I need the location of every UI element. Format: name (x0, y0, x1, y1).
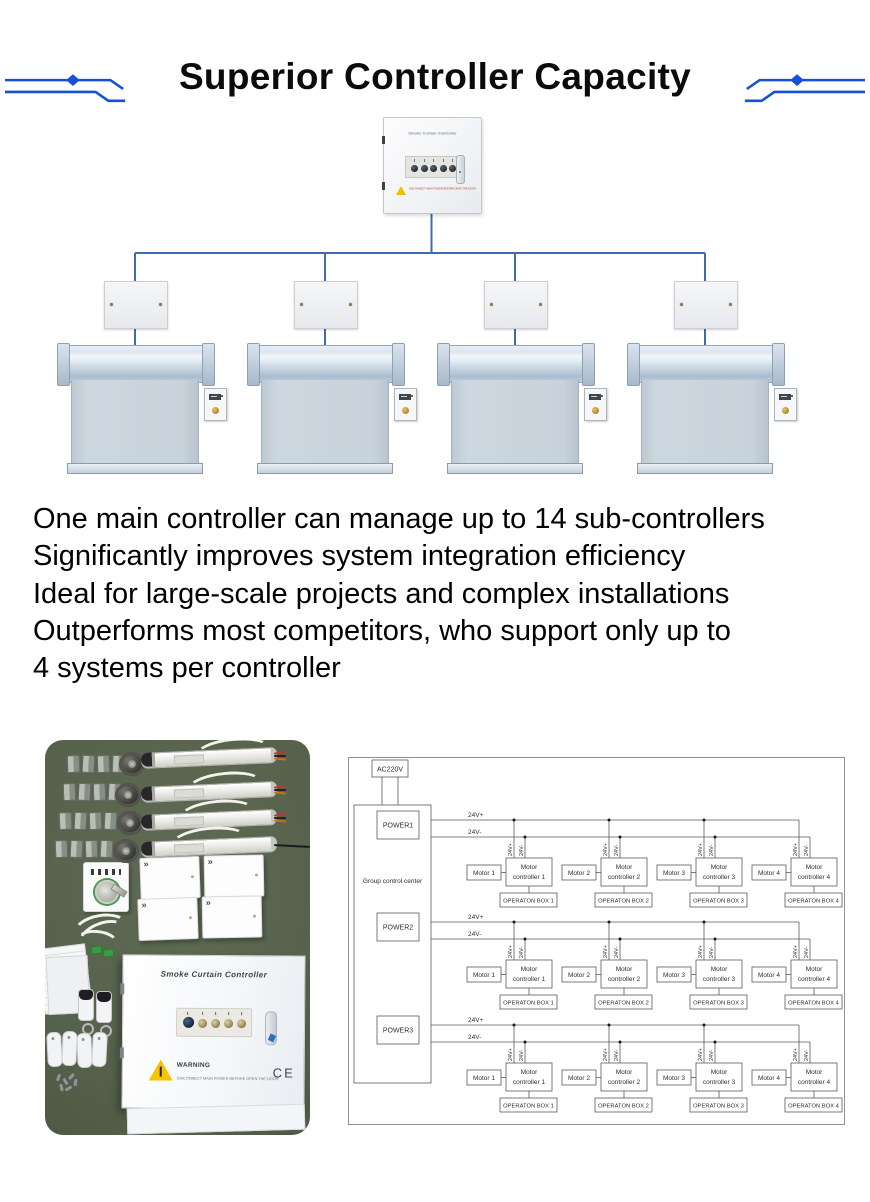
terminal-slots (91, 869, 121, 875)
motor-controller-label-1: Motor (520, 864, 538, 871)
drop-label-24v-minus: 24V- (804, 1049, 810, 1061)
motor-controller-label-2: controller 2 (607, 1079, 641, 1086)
feature-line: Outperforms most competitors, who support only up to (33, 614, 731, 647)
hinge-icon (382, 182, 385, 190)
feature-line: Ideal for large-scale projects and complex installations (33, 577, 730, 610)
motor-controller-label-1: Motor (805, 1069, 823, 1076)
motor-ring (152, 787, 156, 801)
motor-controller-label-2: controller 4 (797, 1079, 831, 1086)
control-knob-icon (430, 165, 437, 172)
sub-controller-box (204, 854, 265, 897)
drop-label-24v-minus: 24V- (519, 1049, 525, 1061)
motor-controller-label-2: controller 4 (797, 874, 831, 881)
green-connector (90, 945, 102, 954)
curtain-fabric (641, 380, 769, 466)
motor-label-sticker (174, 816, 204, 826)
motor-controller-label-1: Motor (710, 864, 728, 871)
drop-label-24v-plus: 24V+ (698, 1048, 704, 1061)
knob-tick (424, 159, 425, 162)
circuit-decor-right-icon (737, 68, 865, 108)
mounting-bracket (85, 840, 99, 858)
warning-triangle-icon (149, 1060, 173, 1081)
drop-label-24v-plus: 24V+ (793, 843, 799, 856)
bus-label-24v-plus: 24V+ (468, 812, 484, 819)
sub-controller-box (104, 281, 168, 329)
controller-knob-panel (405, 156, 459, 178)
knob-tick (443, 159, 444, 162)
junction-dot (513, 819, 516, 822)
indicator-dot (411, 395, 413, 397)
junction-dot (524, 1041, 527, 1044)
smoke-curtain-unit (630, 345, 780, 495)
motor-controller-box (601, 960, 647, 988)
drop-label-24v-plus: 24V+ (793, 1048, 799, 1061)
control-knob-icon (198, 1019, 207, 1028)
motor-label: Motor 1 (472, 1075, 496, 1082)
green-connector (102, 948, 114, 957)
sub-controller-box (674, 281, 738, 329)
hinge-icon (120, 983, 124, 994)
warning-text-micro: DISCONNECT MAIN POWER BEFORE OPEN THE DOOR (409, 187, 476, 191)
header (0, 56, 870, 110)
mounting-plate (46, 1032, 63, 1068)
motor-label: Motor 2 (567, 870, 591, 877)
wiring-diagram (348, 757, 845, 1125)
wiring-border (349, 758, 845, 1125)
screw-icon (300, 303, 303, 306)
mounting-plate (91, 1032, 108, 1068)
drop-label-24v-plus: 24V+ (508, 945, 514, 958)
chevrons-mark: » (205, 897, 211, 908)
sub-controller-box (139, 856, 200, 900)
motor-long-cable (274, 844, 310, 848)
screw-icon (255, 874, 258, 877)
operation-box-label: OPERATON BOX 1 (503, 898, 554, 905)
operation-box-label: OPERATON BOX 4 (788, 1103, 839, 1110)
operation-box-label: OPERATON BOX 3 (693, 1000, 744, 1007)
knob-tick (228, 1012, 229, 1015)
operation-box-label: OPERATON BOX 3 (693, 898, 744, 905)
mounting-bracket (70, 840, 84, 859)
knob-tick (215, 1012, 216, 1015)
screw-icon (349, 303, 352, 306)
operation-box-label: OPERATON BOX 4 (788, 898, 839, 905)
motor-label: Motor 3 (662, 1075, 686, 1082)
tubular-motor (141, 747, 278, 769)
curtain-roller (440, 345, 592, 383)
chevrons-mark: » (143, 858, 149, 869)
motor-controller-label-2: controller 1 (512, 1079, 546, 1086)
screw-icon (490, 303, 493, 306)
curtain-roller (60, 345, 212, 383)
motor-ring (152, 815, 156, 829)
group-control-center-label: Group control center (362, 878, 423, 885)
mounting-plate (76, 1033, 92, 1069)
smoke-curtain-unit (60, 345, 210, 495)
motor-end-cap (141, 814, 153, 828)
door-handle (456, 155, 465, 184)
drop-label-24v-plus: 24V+ (603, 843, 609, 856)
remote-control (96, 991, 112, 1023)
sub-controller-box (202, 895, 263, 938)
screw-icon (191, 875, 194, 878)
motor-adapter (113, 839, 139, 863)
switch-button-icon (402, 407, 409, 414)
smoke-curtain-unit (250, 345, 400, 495)
drop-label-24v-minus: 24V- (804, 946, 810, 958)
motor-label: Motor 4 (757, 972, 781, 979)
remote-control (78, 989, 94, 1021)
motor-controller-box (791, 960, 837, 988)
knob-tick (241, 1012, 242, 1015)
motor-label: Motor 4 (757, 1075, 781, 1082)
controller-knob-panel (176, 1008, 252, 1038)
screw-icon (253, 915, 256, 918)
motor-controller-box (696, 960, 742, 988)
switch-display (209, 394, 221, 400)
drop-label-24v-plus: 24V+ (698, 843, 704, 856)
mounting-plate (61, 1031, 77, 1067)
wiring-diagram-svg (348, 757, 845, 1125)
main-controller-box (383, 117, 482, 214)
wall-control-switch (394, 388, 417, 421)
control-knob-icon (183, 1017, 194, 1028)
operation-box-label: OPERATON BOX 4 (788, 1000, 839, 1007)
screw-icon (159, 303, 162, 306)
motor-controller-label-1: Motor (805, 864, 823, 871)
motor-controller-box (601, 858, 647, 886)
switch-display (589, 394, 601, 400)
motor-controller-label-2: controller 4 (797, 976, 831, 983)
mounting-bracket (59, 812, 73, 830)
knob-tick (433, 159, 434, 162)
screw-icon (59, 1084, 64, 1092)
motor-end-cap (141, 841, 153, 855)
screw-icon (680, 303, 683, 306)
switch-button-icon (782, 407, 789, 414)
motor-controller-box (506, 1063, 552, 1091)
drop-label-24v-minus: 24V- (804, 844, 810, 856)
indicator-dot (601, 395, 603, 397)
operation-box-label: OPERATON BOX 2 (598, 1103, 649, 1110)
mounting-bracket (100, 840, 114, 859)
sub-controller-box (294, 281, 358, 329)
drop-label-24v-minus: 24V- (614, 1049, 620, 1061)
control-knob-icon (411, 165, 418, 172)
motor-controller-label-1: Motor (520, 966, 538, 973)
sub-controller-box (484, 281, 548, 329)
sub-controller-box (137, 897, 198, 941)
motor-controller-label-1: Motor (710, 966, 728, 973)
feature-list (33, 501, 853, 687)
mounting-bracket (93, 783, 107, 801)
drop-label-24v-minus: 24V- (709, 946, 715, 958)
warning-triangle-icon (396, 186, 406, 195)
drop-label-24v-minus: 24V- (614, 844, 620, 856)
motor-controller-box (696, 1063, 742, 1091)
motor-controller-label-2: controller 3 (702, 874, 736, 881)
motor-controller-box (506, 960, 552, 988)
motor-controller-box (696, 858, 742, 886)
screw-icon (65, 1085, 73, 1091)
motor-end-cap (141, 752, 153, 766)
power-label: POWER2 (382, 924, 414, 932)
mounting-bracket (82, 755, 96, 774)
ce-mark: CE (272, 1065, 295, 1081)
page-title: Superior Controller Capacity (178, 56, 692, 97)
junction-dot (714, 836, 717, 839)
screw-icon (110, 303, 113, 306)
switch-button-icon (592, 407, 599, 414)
control-knob-icon (237, 1019, 246, 1028)
motor-label: Motor 3 (662, 870, 686, 877)
bus-label-24v-minus: 24V- (468, 1034, 482, 1041)
motor-controller-label-1: Motor (615, 1069, 633, 1076)
control-knob-icon (211, 1019, 220, 1028)
junction-dot (703, 921, 706, 924)
wall-control-switch (774, 388, 797, 421)
feature-line: 4 systems per controller (33, 652, 341, 685)
screw-icon (189, 916, 192, 919)
indicator-dot (791, 395, 793, 397)
control-knob-icon (449, 165, 456, 172)
switch-display (399, 394, 411, 400)
motor-adapter (115, 783, 141, 807)
indicator-dot (221, 395, 223, 397)
power-label: POWER3 (382, 1027, 414, 1035)
control-knob-icon (224, 1019, 233, 1028)
motor-ring (152, 842, 156, 856)
smoke-curtain-unit (440, 345, 590, 495)
motor-label: Motor 1 (472, 972, 496, 979)
main-controller-title: Smoke Curtain Controller (408, 131, 457, 136)
junction-dot (608, 1024, 611, 1027)
system-topology-diagram (0, 115, 870, 495)
junction-dot (703, 1024, 706, 1027)
bus-label-24v-plus: 24V+ (468, 1017, 484, 1024)
curtain-bottom-bar (257, 463, 393, 474)
wall-control-switch (204, 388, 227, 421)
curtain-bottom-bar (67, 463, 203, 474)
drop-label-24v-minus: 24V- (709, 1049, 715, 1061)
mounting-bracket (78, 783, 92, 802)
mounting-bracket (63, 783, 77, 801)
motor-label-sticker (174, 788, 204, 798)
motor-controller-label-2: controller 3 (702, 976, 736, 983)
smoke-curtain-controller-box (121, 954, 305, 1109)
motor-controller-label-1: Motor (805, 966, 823, 973)
drop-label-24v-plus: 24V+ (698, 945, 704, 958)
motor-controller-label-1: Motor (615, 966, 633, 973)
motor-controller-label-2: controller 3 (702, 1079, 736, 1086)
motor-controller-label-1: Motor (710, 1069, 728, 1076)
screw-icon (56, 1074, 61, 1082)
drop-label-24v-plus: 24V+ (793, 945, 799, 958)
components-photo (45, 740, 310, 1135)
switch-button-icon (212, 407, 219, 414)
key-switch-box (83, 862, 129, 912)
warning-title: WARNING (176, 1061, 211, 1069)
motor-label-sticker (174, 843, 204, 853)
drop-label-24v-minus: 24V- (519, 946, 525, 958)
screw-icon (62, 1078, 68, 1086)
junction-dot (714, 938, 717, 941)
switch-display (779, 394, 791, 400)
ac-power-label: AC220V (376, 766, 404, 774)
junction-dot (714, 1041, 717, 1044)
motor-controller-box (791, 858, 837, 886)
drop-label-24v-minus: 24V- (519, 844, 525, 856)
junction-dot (619, 836, 622, 839)
curtain-roller (250, 345, 402, 383)
junction-dot (513, 921, 516, 924)
ac-feed-lines (382, 777, 398, 805)
bus-label-24v-minus: 24V- (468, 829, 482, 836)
drop-label-24v-plus: 24V+ (508, 843, 514, 856)
hinge-icon (120, 1047, 124, 1058)
screw-icon (73, 1079, 77, 1086)
motor-ring (152, 753, 156, 767)
drop-label-24v-minus: 24V- (709, 844, 715, 856)
mounting-bracket (67, 755, 81, 773)
motor-controller-box (506, 858, 552, 886)
power-label: POWER1 (382, 822, 414, 830)
operation-box-label: OPERATON BOX 1 (503, 1000, 554, 1007)
wall-control-switch (584, 388, 607, 421)
chevrons-mark: » (207, 856, 213, 867)
motor-label-sticker (174, 754, 204, 764)
chevrons-mark: » (141, 899, 147, 910)
motor-adapter (117, 811, 143, 835)
feature-line: One main controller can manage up to 14 sub-controllers (33, 503, 765, 535)
drop-label-24v-minus: 24V- (614, 946, 620, 958)
junction-dot (619, 1041, 622, 1044)
controller-box-title: Smoke Curtain Controller (160, 969, 268, 980)
group-control-center-box (354, 805, 431, 1083)
knob-tick (452, 159, 453, 162)
motor-label: Motor 2 (567, 972, 591, 979)
knob-tick (202, 1012, 203, 1015)
warning-text: DISCONNECT MAIN POWER BEFORE OPEN THE DOOR (176, 1076, 279, 1082)
screw-icon (729, 303, 732, 306)
motor-label: Motor 2 (567, 1075, 591, 1082)
tubular-motor (141, 781, 278, 803)
white-panel-sheet (127, 1104, 306, 1135)
drop-label-24v-plus: 24V+ (508, 1048, 514, 1061)
junction-dot (619, 938, 622, 941)
knob-tick (414, 159, 415, 162)
control-knob-icon (440, 165, 447, 172)
operation-box-label: OPERATON BOX 3 (693, 1103, 744, 1110)
bus-label-24v-minus: 24V- (468, 931, 482, 938)
operation-box-label: OPERATON BOX 2 (598, 898, 649, 905)
motor-controller-label-2: controller 2 (607, 874, 641, 881)
motor-controller-label-2: controller 1 (512, 976, 546, 983)
motor-controller-label-1: Motor (615, 864, 633, 871)
bus-label-24v-plus: 24V+ (468, 914, 484, 921)
curtain-fabric (261, 380, 389, 466)
junction-dot (524, 938, 527, 941)
junction-dot (608, 819, 611, 822)
junction-dot (524, 836, 527, 839)
curtain-roller (630, 345, 782, 383)
screw-icon (539, 303, 542, 306)
motor-controller-label-2: controller 2 (607, 976, 641, 983)
warning-label (177, 1062, 277, 1088)
control-knob-icon (421, 165, 428, 172)
motor-controller-label-1: Motor (520, 1069, 538, 1076)
drop-label-24v-plus: 24V+ (603, 945, 609, 958)
motor-label: Motor 3 (662, 972, 686, 979)
junction-dot (703, 819, 706, 822)
curtain-bottom-bar (447, 463, 583, 474)
curtain-fabric (451, 380, 579, 466)
motor-label: Motor 4 (757, 870, 781, 877)
motor-controller-box (791, 1063, 837, 1091)
operation-box-label: OPERATON BOX 2 (598, 1000, 649, 1007)
mounting-bracket (74, 812, 88, 831)
junction-dot (513, 1024, 516, 1027)
knob-tick (187, 1012, 188, 1015)
mounting-bracket (97, 755, 111, 773)
mounting-bracket (89, 812, 103, 830)
motor-label: Motor 1 (472, 870, 496, 877)
motor-controller-label-2: controller 1 (512, 874, 546, 881)
motor-controller-box (601, 1063, 647, 1091)
junction-dot (608, 921, 611, 924)
curtain-bottom-bar (637, 463, 773, 474)
motor-end-cap (141, 786, 153, 800)
drop-label-24v-plus: 24V+ (603, 1048, 609, 1061)
door-handle (265, 1011, 277, 1045)
curtain-fabric (71, 380, 199, 466)
mounting-bracket (55, 840, 69, 858)
mounting-bracket (104, 812, 118, 831)
feature-line: Significantly improves system integration efficiency (33, 540, 686, 573)
operation-box-label: OPERATON BOX 1 (503, 1103, 554, 1110)
